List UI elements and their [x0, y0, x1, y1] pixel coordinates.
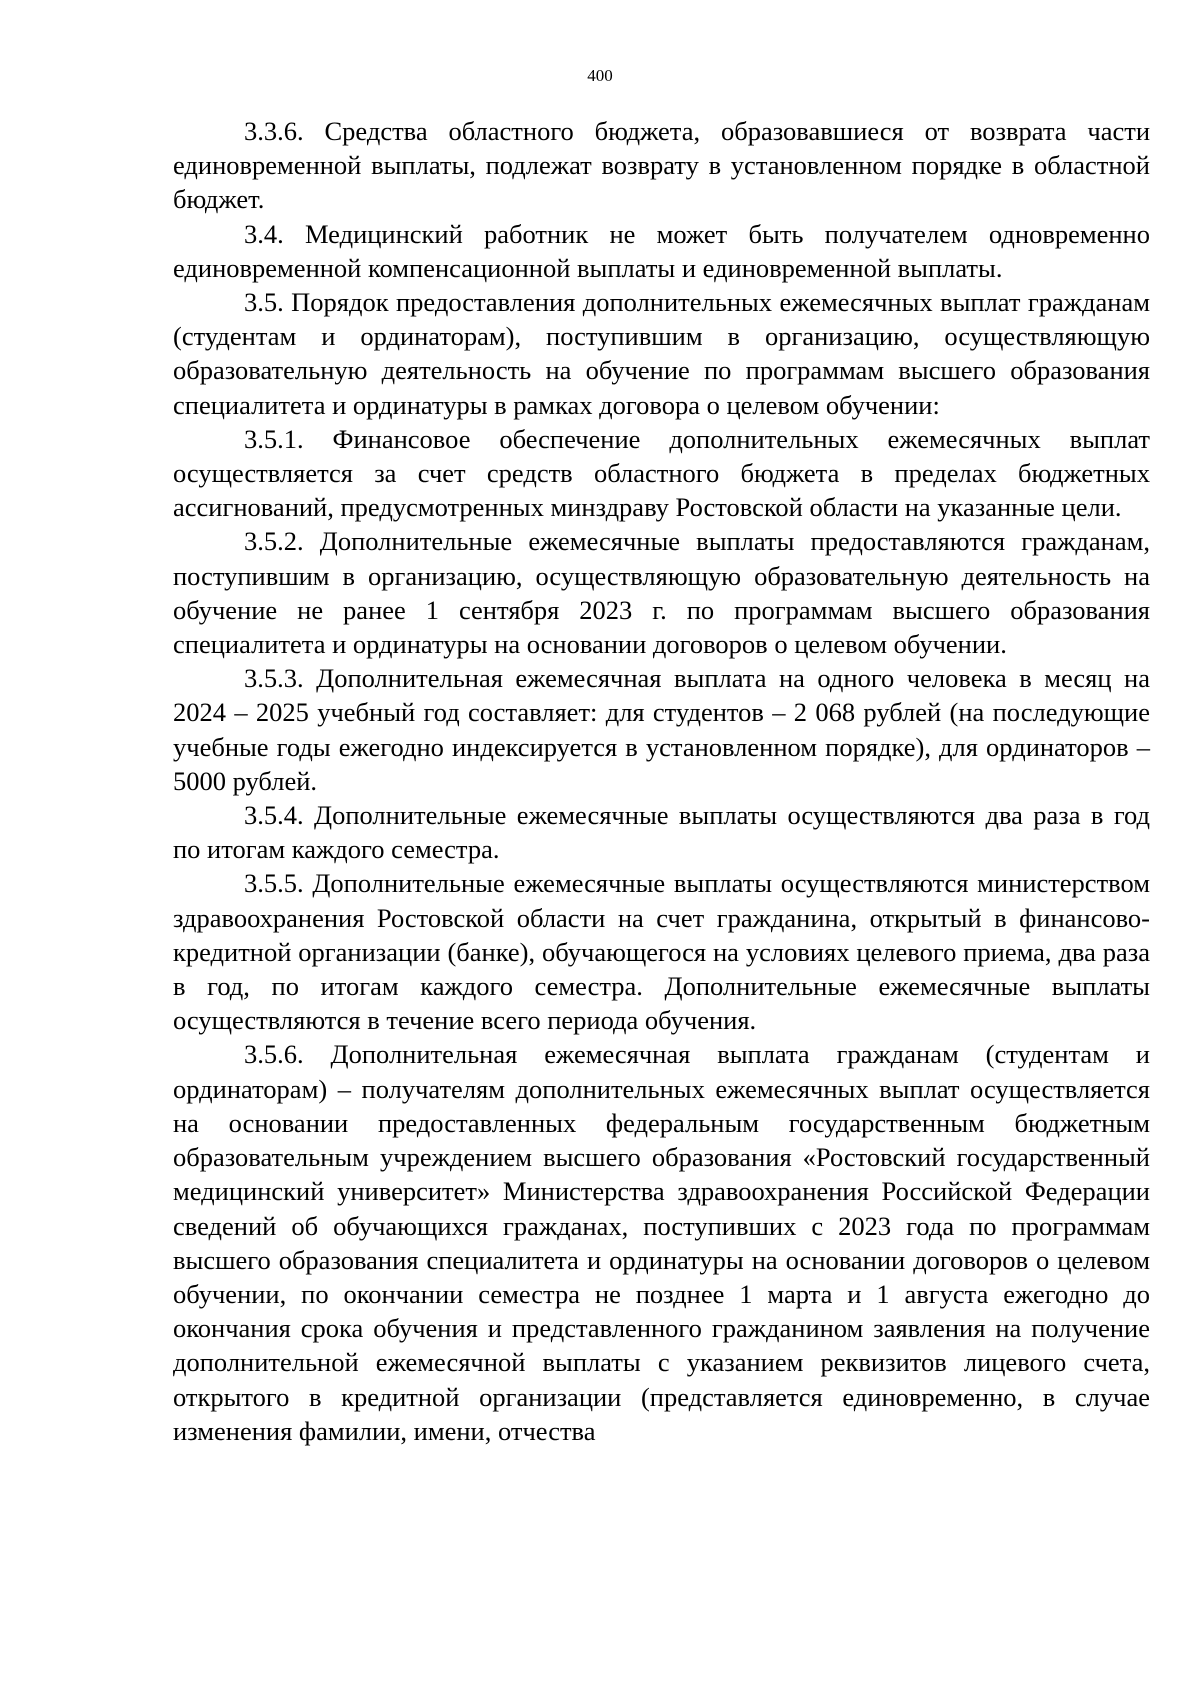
paragraph-3-5-2: 3.5.2. Дополнительные ежемесячные выплаты предоставляются гражданам, поступившим в организацию, осуществляющую образовательную деятельность на обучение не ранее 1 сентября 2023 г. по программам высшего образования специалитета и ординатуры на основании договоров о целевом обучении. — [173, 526, 1150, 660]
paragraph-3-5-5: 3.5.5. Дополнительные ежемесячные выплаты осуществляются министерством здравоохранения Ростовской области на счет гражданина, открытый в финансово-кредитной организации (банке), обучающегося на условиях целевого приема, два раза в год, по итогам каждого семестра. Дополнительные ежемесячные выплаты осуществляются в течение всего периода обучения. — [173, 868, 1150, 1036]
paragraph-3-4: 3.4. Медицинский работник не может быть получателем одновременно единовременной компенсационной выплаты и единовременной выплаты. — [173, 218, 1150, 283]
paragraph-3-5-1: 3.5.1. Финансовое обеспечение дополнительных ежемесячных выплат осуществляется за счет средств областного бюджета в пределах бюджетных ассигнований, предусмотренных минздраву Ростовской области на указанные цели. — [173, 423, 1150, 523]
paragraph-3-5-4: 3.5.4. Дополнительные ежемесячные выплаты осуществляются два раза в год по итогам каждого семестра. — [173, 800, 1150, 865]
paragraph-3-5-6: 3.5.6. Дополнительная ежемесячная выплата гражданам (студентам и ординаторам) – получателям дополнительных ежемесячных выплат осуществляется на основании предоставленных федеральным государственным бюджетным образовательным учреждением высшего образования «Ростовский государственный медицинский университет» Министерства здравоохранения Российской Федерации сведений об обучающихся гражданах, поступивших с 2023 года по программам высшего образования специалитета и ординатуры на основании договоров о целевом обучении, по окончании семестра не позднее 1 марта и 1 августа ежегодно до окончания срока обучения и представленного гражданином заявления на получение дополнительной ежемесячной выплаты с указанием реквизитов лицевого счета, открытого в кредитной организации (представляется единовременно, в случае изменения фамилии, имени, отчества — [173, 1039, 1150, 1446]
paragraph-3-5: 3.5. Порядок предоставления дополнительных ежемесячных выплат гражданам (студентам и ординаторам), поступившим в организацию, осуществляющую образовательную деятельность на обучение по программам высшего образования специалитета и ординатуры в рамках договора о целевом обучении: — [173, 287, 1150, 420]
paragraph-3-5-3: 3.5.3. Дополнительная ежемесячная выплата на одного человека в месяц на 2024 – 2025 учебный год составляет: для студентов – 2 068 рублей (на последующие учебные годы ежегодно индексируется в установленном порядке), для ординаторов – 5000 рублей. — [173, 663, 1150, 796]
page-number: 400 — [587, 66, 613, 85]
paragraph-3-3-6: 3.3.6. Средства областного бюджета, образовавшиеся от возврата части единовременной выплаты, подлежат возврату в установленном порядке в областной бюджет. — [173, 116, 1150, 215]
document-body — [173, 114, 1150, 1448]
